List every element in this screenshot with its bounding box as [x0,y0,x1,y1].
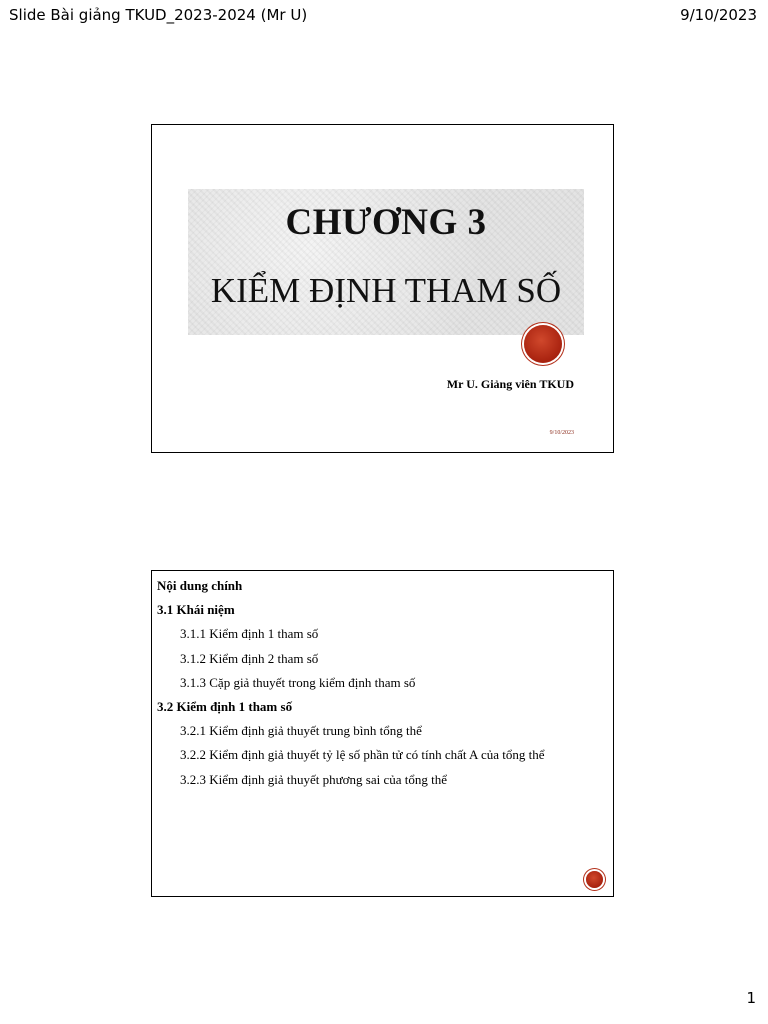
toc-item: 3.2.3 Kiểm định giả thuyết phương sai của tổng thể [180,771,448,787]
document-header-date: 9/10/2023 [680,6,757,24]
decorative-circle-icon [524,325,562,363]
toc-item: 3.1 Khái niệm [157,602,235,618]
document-header-title: Slide Bài giảng TKUD_2023-2024 (Mr U) [9,6,308,24]
table-of-contents [157,579,544,797]
slide-contents [151,570,614,897]
title-banner [188,189,584,335]
toc-item: 3.1.1 Kiểm định 1 tham số [180,626,319,642]
decorative-circle-icon [586,871,603,888]
toc-item: 3.1.2 Kiểm định 2 tham số [180,650,319,666]
page-number: 1 [746,989,756,1007]
slide-date: 9/10/2023 [549,430,574,436]
toc-item: Nội dung chính [157,578,243,593]
toc-item: 3.1.3 Cặp giả thuyết trong kiểm định tham số [180,674,416,690]
toc-item: 3.2.1 Kiểm định giả thuyết trung bình tổng thể [180,723,422,739]
toc-item: 3.2 Kiểm định 1 tham số [157,698,293,714]
slide-title [151,124,614,453]
slide-author: Mr U. Giảng viên TKUD [446,377,574,391]
toc-item: 3.2.2 Kiểm định giả thuyết tỷ lệ số phần tử có tính chất A của tổng thể [180,747,545,763]
chapter-subtitle: KIỂM ĐỊNH THAM SỐ [210,271,562,310]
chapter-title: CHƯƠNG 3 [285,202,487,243]
